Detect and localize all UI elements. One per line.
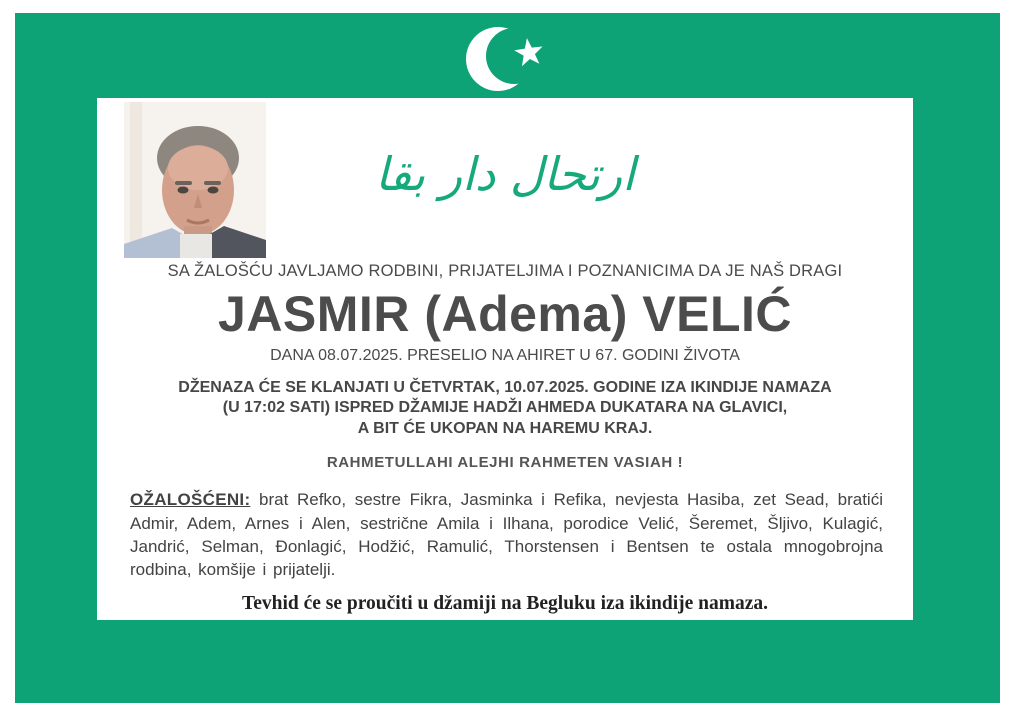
funeral-line-2: (U 17:02 SATI) ISPRED DŽAMIJE HADŽI AHMEDA DUKATARA NA GLAVICI, bbox=[222, 399, 788, 417]
crescent-and-star-icon bbox=[456, 16, 566, 102]
obituary-card bbox=[97, 98, 913, 620]
mourners-list: brat Refko, sestre Fikra, Jasminka i Refika, nevjesta Hasiba, zet Sead, bratići Admir, Adem, Arnes i Alen, sestrične Amila i Ilhana, porodice Velić, Šeremet, Šljivo, Kulagić, Jandrić, Selman, Đonlagić, Hodžić, Ramulić, Thorstensen i Bentsen te ostala mnogobrojna rodbina, komšije i prijatelji. bbox=[130, 490, 883, 580]
announcement-intro: SA ŽALOŠĆU JAVLJAMO RODBINI, PRIJATELJIMA I POZNANICIMA DA JE NAŠ DRAGI bbox=[167, 262, 843, 280]
green-frame bbox=[15, 13, 1000, 703]
funeral-line-1: DŽENAZA ĆE SE KLANJATI U ČETVRTAK, 10.07.2025. GODINE IZA IKINDIJE NAMAZA bbox=[178, 379, 832, 396]
mourners-label: OŽALOŠĆENI: bbox=[130, 490, 251, 510]
deceased-name: JASMIR (Adema) VELIĆ bbox=[218, 286, 792, 342]
tevhid-line: Tevhid će se proučiti u džamiji na Begluku iza ikindije namaza. bbox=[241, 592, 768, 614]
prayer-line: RAHMETULLAHI ALEJHI RAHMETEN VASIAH ! bbox=[326, 454, 684, 472]
deceased-photo bbox=[124, 102, 266, 258]
funeral-line-3: A BIT ĆE UKOPAN NA HAREMU KRAJ. bbox=[357, 419, 653, 437]
portrait-image bbox=[124, 102, 266, 258]
funeral-details bbox=[97, 378, 913, 439]
mourners-paragraph bbox=[130, 488, 883, 581]
arabic-calligraphy: ارتحال دار بقا bbox=[375, 147, 635, 201]
death-date-line: DANA 08.07.2025. PRESELIO NA AHIRET U 67. GODINI ŽIVOTA bbox=[270, 347, 740, 364]
